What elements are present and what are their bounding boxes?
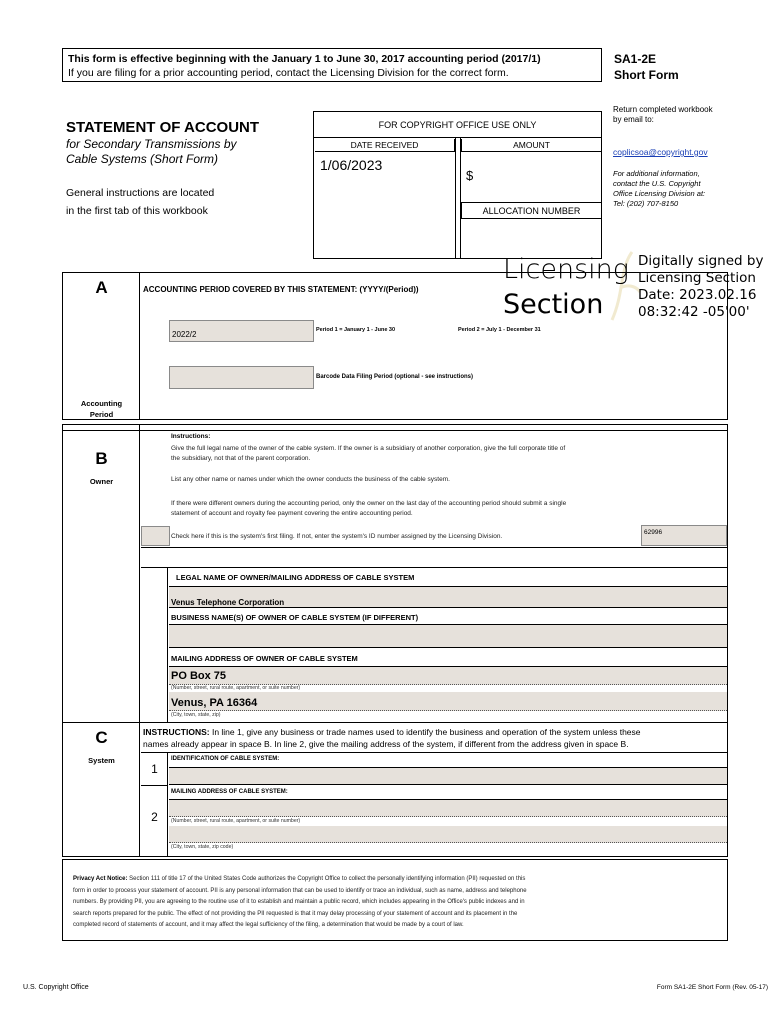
- effective-notice: [62, 48, 602, 82]
- barcode-period-input[interactable]: [169, 366, 314, 389]
- amount-label: AMOUNT: [461, 139, 601, 152]
- section-b-instruction-3: [171, 499, 566, 519]
- signature-signed-by: Digitally signed by: [638, 253, 764, 269]
- section-c: [62, 722, 728, 857]
- rule: [141, 752, 727, 753]
- date-received-label: DATE RECEIVED: [315, 139, 455, 152]
- barcode-period-label: Barcode Data Filing Period (optional - see instructions): [316, 374, 474, 380]
- first-filing-checkbox[interactable]: [141, 526, 170, 546]
- footer-left: U.S. Copyright Office: [23, 984, 89, 991]
- section-b-instruction-1: [171, 444, 565, 464]
- section-b-sidebar: [63, 425, 140, 722]
- first-filing-text: Check here if this is the system's first filing. If not, enter the system's ID number assigned by the Licensing Division.: [171, 533, 503, 540]
- legal-name-label: LEGAL NAME OF OWNER/MAILING ADDRESS OF CABLE SYSTEM: [176, 573, 415, 582]
- section-b-top-rule: [63, 430, 727, 431]
- date-received-value: 1/06/2023: [320, 157, 383, 173]
- instructions-note-2: in the first tab of this workbook: [66, 205, 208, 217]
- business-name-label: BUSINESS NAME(S) OF OWNER OF CABLE SYSTEM (IF DIFFERENT): [171, 613, 419, 622]
- owner-street-hint: (Number, street, rural route, apartment, or suite number): [171, 685, 301, 691]
- section-a-letter: A: [95, 278, 108, 297]
- owner-subcolumn: [141, 567, 168, 722]
- instruction-line: statement of account and royalty fee payment covering the entire accounting period.: [171, 510, 413, 517]
- section-a-label: [63, 398, 140, 420]
- owner-city-input[interactable]: Venus, PA 16364: [169, 692, 727, 711]
- subtitle-line2: Cable Systems (Short Form): [66, 152, 219, 166]
- privacy-line: completed record of statements of account, and it may affect the legal sufficiency of the filing, a determination that would be made by a court of law.: [73, 922, 464, 928]
- cable-system-city-hint: (City, town, state, zip code): [171, 844, 234, 850]
- accounting-period-input[interactable]: 2022/2: [169, 320, 314, 342]
- contact-info: [613, 169, 705, 209]
- contact-info-line: Office Licensing Division at:: [613, 189, 706, 198]
- form-type: Short Form: [614, 68, 679, 82]
- privacy-notice: [62, 859, 728, 941]
- instruction-line: Give the full legal name of the owner of the cable system. If the owner is a subsidiary of another corporation, give the full corporate title of: [171, 445, 566, 452]
- section-b-instructions-head: Instructions:: [171, 433, 211, 440]
- privacy-line: numbers. By providing PII, you are agreeing to the routine use of it to establish and maintain a public record, which includes appearing in the Office's public indexes and in: [73, 899, 525, 905]
- system-id-input[interactable]: 62996: [641, 525, 727, 546]
- rule: [141, 785, 168, 786]
- instruction-line: the subsidiary, not that of the parent corporation.: [171, 455, 311, 462]
- footer-right: Form SA1-2E Short Form (Rev. 05-17): [656, 984, 768, 991]
- owner-city-hint: (City, town, state, zip): [171, 712, 221, 718]
- prior-line: If you are filing for a prior accounting period, contact the Licensing Division for the correct form.: [68, 67, 509, 79]
- return-instructions: Return completed workbook by email to:: [613, 105, 713, 124]
- mailing-address-label: MAILING ADDRESS OF OWNER OF CABLE SYSTEM: [171, 654, 358, 663]
- allocation-number-label: ALLOCATION NUMBER: [461, 202, 601, 219]
- effective-line: This form is effective beginning with the January 1 to June 30, 2017 accounting period (2017/1): [68, 53, 541, 65]
- contact-info-line: For additional information,: [613, 169, 700, 178]
- cable-system-street-input[interactable]: [169, 799, 727, 817]
- section-b-letter: B: [95, 449, 108, 468]
- signature-signer: Licensing Section: [638, 270, 756, 286]
- form-code: SA1-2E: [614, 52, 657, 66]
- privacy-line: search reports prepared for the public. The effect of not providing the PII requested is that it may delay processing of your statement of account and its placement in the: [73, 910, 518, 917]
- line-1-number: 1: [151, 762, 158, 776]
- section-c-letter: C: [95, 728, 108, 747]
- owner-street-input[interactable]: PO Box 75: [169, 666, 727, 685]
- section-c-instructions-head: INSTRUCTIONS:: [143, 727, 210, 737]
- cable-system-street-hint: (Number, street, rural route, apartment, or suite number): [171, 818, 301, 824]
- section-a-label-line: Accounting: [80, 399, 123, 408]
- instruction-line: If there were different owners during the accounting period, only the owner on the last day of the accounting period should submit a single: [171, 500, 567, 507]
- accounting-period-heading: ACCOUNTING PERIOD COVERED BY THIS STATEMENT: (YYYY/(Period)): [143, 285, 419, 294]
- cable-system-id-label: IDENTIFICATION OF CABLE SYSTEM:: [171, 756, 280, 762]
- section-b-label: Owner: [89, 477, 114, 486]
- contact-info-line: Tel: (202) 707-8150: [613, 199, 679, 208]
- section-b: [62, 424, 728, 722]
- section-a: [62, 272, 728, 420]
- rule: [141, 547, 727, 548]
- period-2-note: Period 2 = July 1 - December 31: [458, 327, 541, 333]
- privacy-heading: Privacy Act Notice:: [73, 876, 128, 882]
- business-name-input[interactable]: [169, 624, 727, 648]
- email-link[interactable]: coplicsoa@copyright.gov: [613, 147, 708, 157]
- column-divider: [455, 138, 461, 259]
- office-use-heading: FOR COPYRIGHT OFFICE USE ONLY: [314, 112, 601, 138]
- section-a-label-line: Period: [89, 410, 114, 419]
- signature-time: 08:32:42 -05'00': [638, 304, 750, 320]
- signature-name-line2: Section: [503, 289, 604, 320]
- subtitle-line1: for Secondary Transmissions by: [66, 137, 237, 151]
- instructions-note-1: General instructions are located: [66, 187, 215, 199]
- section-c-instruction-b: names already appear in space B. In line 2, give the mailing address of the system, if different from the address given in space B.: [143, 739, 629, 749]
- section-b-instruction-2: List any other name or names under which the owner conducts the business of the cable system.: [171, 476, 450, 483]
- cable-system-city-input[interactable]: [169, 826, 727, 843]
- privacy-line: Section 111 of title 17 of the United States Code authorizes the Copyright Office to collect the personally identifying information (PII) requested on this: [127, 876, 526, 882]
- office-use-box: [313, 111, 602, 259]
- amount-value: $: [466, 168, 474, 183]
- privacy-line: form in order to process your statement of account. PII is any personal information that can be used to identify or trace an individual, such as name, address and telephone: [73, 887, 527, 894]
- cable-system-id-input[interactable]: [169, 767, 727, 785]
- section-c-instructions: [143, 726, 641, 750]
- legal-name-input[interactable]: Venus Telephone Corporation: [169, 586, 727, 608]
- rule: [141, 567, 727, 568]
- section-c-label: System: [88, 756, 115, 765]
- period-1-note: Period 1 = January 1 - June 30: [316, 327, 396, 333]
- page-title: STATEMENT OF ACCOUNT: [66, 119, 260, 136]
- signature-date: Date: 2023.02.16: [638, 287, 757, 303]
- cable-system-address-label: MAILING ADDRESS OF CABLE SYSTEM:: [171, 789, 288, 795]
- signature-name-line1: Licensing: [503, 254, 629, 285]
- contact-info-line: contact the U.S. Copyright: [613, 179, 701, 188]
- line-2-number: 2: [151, 810, 158, 824]
- section-c-instruction-a: In line 1, give any business or trade names used to identify the business and operation of the system unless these: [209, 727, 641, 737]
